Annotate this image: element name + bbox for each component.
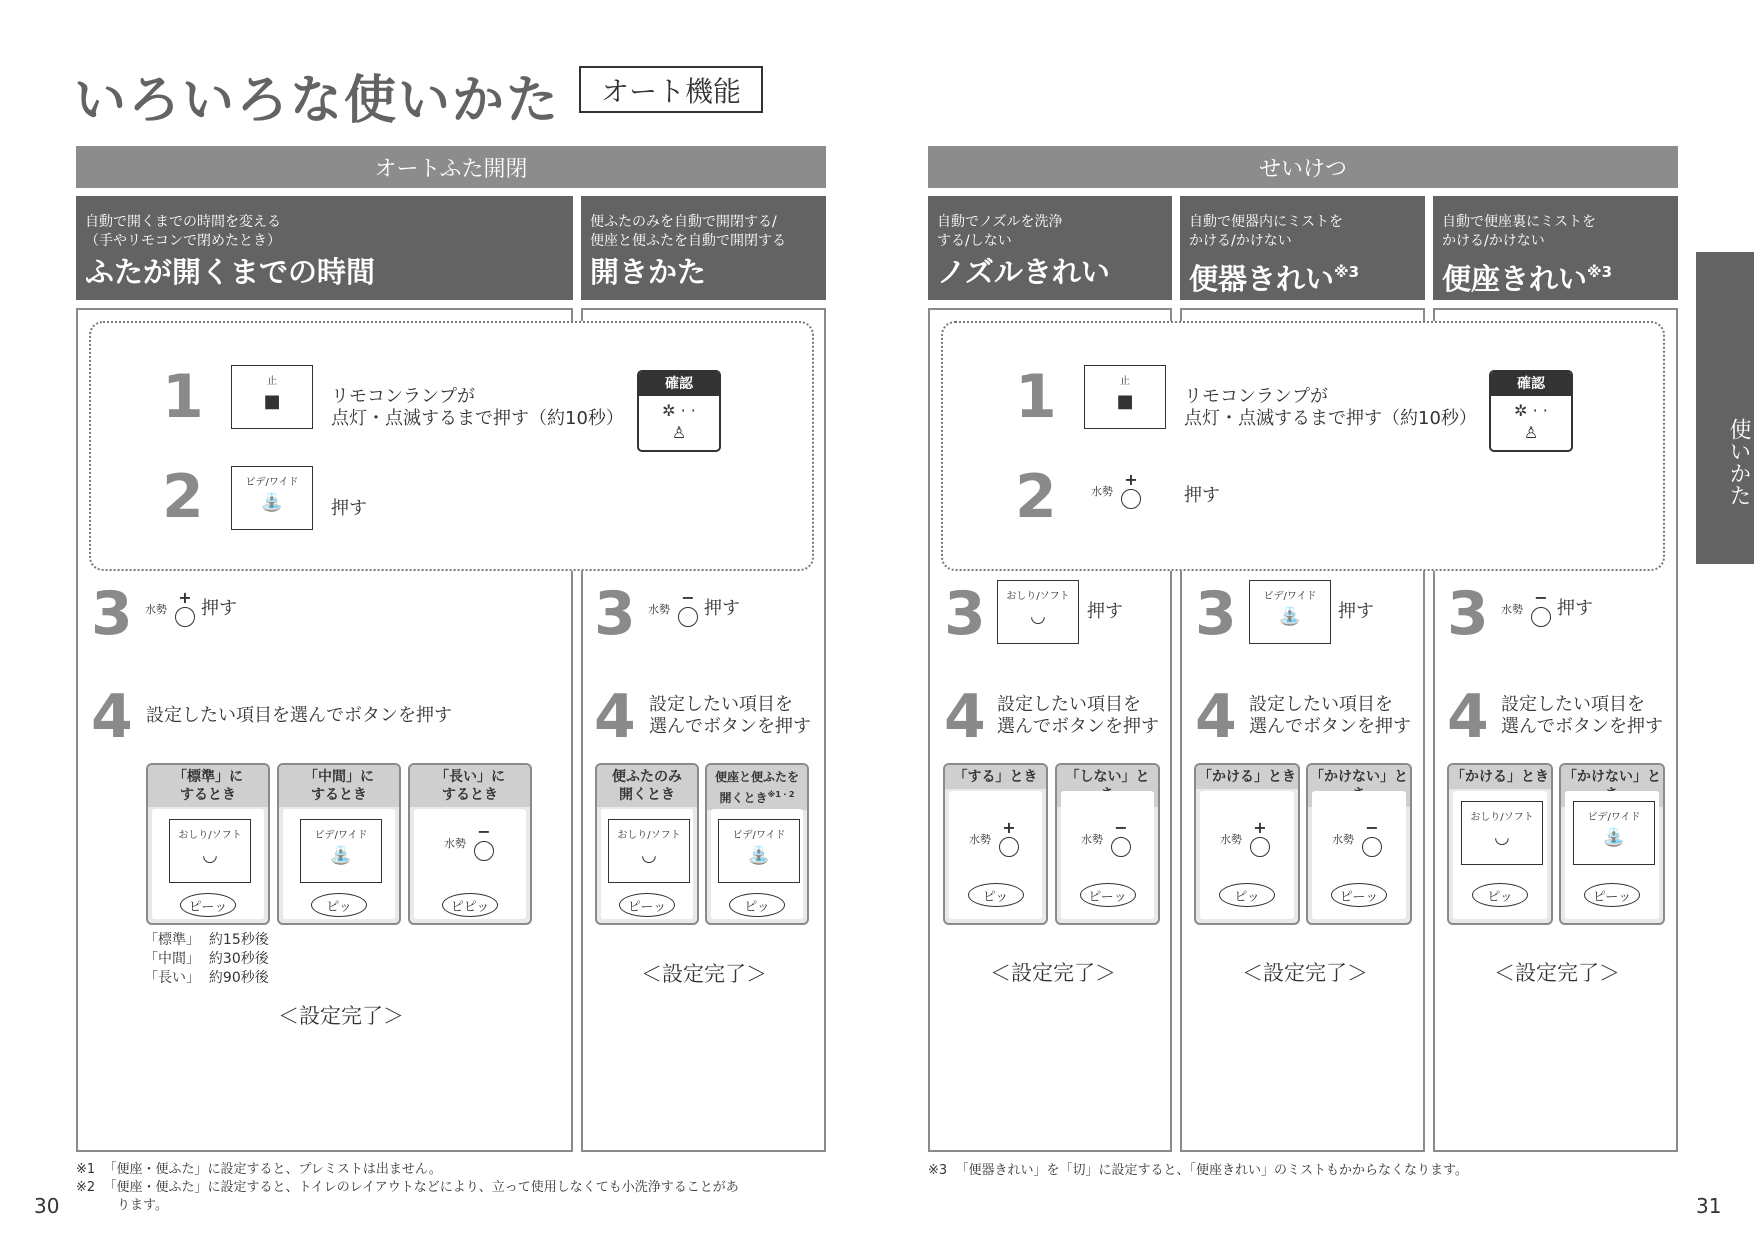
bidet-button[interactable] [1573, 801, 1655, 865]
option-head-line: 「標準」に [173, 769, 243, 785]
setting-complete: ＜設定完了＞ [1242, 961, 1368, 985]
circle-button-icon [678, 607, 698, 627]
minus-sign: − [477, 822, 491, 841]
step4-text [1249, 694, 1411, 738]
button-label: おしり/ソフト [1470, 812, 1534, 823]
circle-button-icon [1362, 837, 1382, 857]
minus-sign: − [681, 588, 695, 607]
feature-sub: 自動で便座裏にミストを [1442, 214, 1596, 230]
option-head-line: 開くとき [619, 787, 675, 803]
option-off[interactable] [1055, 763, 1160, 925]
button-label: ビデ/ワイド [1587, 812, 1641, 823]
feature-header-seat [1433, 196, 1678, 300]
bidet-button[interactable] [718, 819, 800, 883]
water-plus-control[interactable] [1091, 470, 1141, 509]
plus-sign: + [1253, 818, 1267, 837]
section-bar-auto-lid: オートふた開閉 [76, 146, 826, 188]
footnotes-left [76, 1161, 836, 1215]
stop-icon: ■ [263, 391, 281, 412]
minus-sign: − [1365, 818, 1379, 837]
water-label: 水勢 [1220, 833, 1242, 846]
circle-button-icon [1121, 489, 1141, 509]
step-number-2: 2 [1015, 462, 1057, 532]
page-number: 31 [1696, 1194, 1722, 1218]
step4-text [1501, 694, 1663, 738]
stop-button[interactable] [1084, 365, 1166, 429]
water-minus-control[interactable] [444, 822, 494, 861]
step4-line1: 設定したい項目を [1501, 694, 1645, 715]
circle-button-icon [999, 837, 1019, 857]
feature-sub: かける/かけない [1189, 233, 1292, 249]
option-head: 「かける」とき [1449, 765, 1551, 789]
bidet-icon: ⛲ [260, 492, 284, 513]
footnote [76, 1179, 836, 1197]
option-head [279, 765, 399, 807]
circle-button-icon [175, 607, 195, 627]
oshiri-icon: ◡ [1494, 827, 1510, 848]
oshiri-icon: ◡ [202, 845, 218, 866]
option-head: 「かけない」と [1308, 765, 1410, 807]
water-plus-control[interactable] [145, 588, 237, 627]
option-apply[interactable] [1447, 763, 1553, 925]
water-plus-control[interactable] [1220, 818, 1270, 857]
option-long[interactable] [408, 763, 532, 925]
button-label: おしり/ソフト [617, 830, 681, 841]
option-lid-only[interactable] [595, 763, 699, 925]
water-label: 水勢 [444, 837, 466, 850]
option-body [1565, 791, 1659, 919]
circle-button-icon [1531, 607, 1551, 627]
water-label: 水勢 [1332, 833, 1354, 846]
plus-sign: + [1002, 818, 1016, 837]
time-value: 約90秒後 [208, 970, 269, 986]
bidet-icon: ⛲ [747, 845, 771, 866]
beep-sound: ピーッ [1331, 883, 1387, 907]
option-standard[interactable] [146, 763, 270, 925]
button-label: おしり/ソフト [178, 830, 242, 841]
confirm-badge [637, 370, 721, 452]
beep-sound: ピピッ [442, 893, 498, 917]
minus-sign: − [1114, 818, 1128, 837]
water-label: 水勢 [648, 603, 670, 616]
time-label: 「長い」 [144, 970, 200, 986]
feature-sub: 自動で開くまでの時間を変える [85, 214, 281, 230]
setting-complete: ＜設定完了＞ [278, 1004, 404, 1028]
stop-icon: ■ [1116, 391, 1134, 412]
feature-name [1189, 253, 1417, 298]
common-steps-box [941, 321, 1665, 571]
page-title: いろいろな使いかた [74, 71, 561, 131]
circle-button-icon [474, 841, 494, 861]
step-number-3: 3 [91, 579, 133, 649]
oshiri-button[interactable] [1461, 801, 1543, 865]
feature-sub: 便座と便ふたを自動で開閉する [590, 233, 786, 249]
feature-header-open-style [581, 196, 826, 300]
option-head: 「する」とき [945, 765, 1046, 789]
option-body [1312, 791, 1406, 919]
footnote-text: 「便座・便ふた」に設定すると、トイレのレイアウトなどにより、立って使用しなくても小洗浄することがあ [103, 1180, 739, 1195]
bidet-icon: ⛲ [1278, 606, 1302, 627]
press-text: 押す [1557, 598, 1593, 619]
footnote-ref: ※3 [1334, 263, 1360, 281]
feature-header-open-time [76, 196, 573, 300]
option-head-line: 「中間」に [304, 769, 374, 785]
setting-complete: ＜設定完了＞ [641, 962, 767, 986]
stop-button[interactable] [231, 365, 313, 429]
option-head: 「かけない」と [1561, 765, 1663, 807]
bidet-button[interactable] [300, 819, 382, 883]
button-label: ビデ/ワイド [1263, 591, 1317, 602]
press-text: 押す [201, 598, 237, 619]
step-number-4: 4 [944, 682, 986, 752]
bidet-button[interactable] [231, 466, 313, 530]
step-number-3: 3 [1447, 579, 1489, 649]
side-index-tab[interactable]: 使いかた [1696, 252, 1754, 564]
beep-sound: ピッ [1219, 883, 1275, 907]
footnote-right [928, 1162, 1468, 1180]
footnote-text: ります。 [117, 1198, 168, 1213]
feature-name: ふたが開くまでの時間 [85, 255, 376, 289]
step-number-4: 4 [1195, 682, 1237, 752]
step-number-4: 4 [594, 682, 636, 752]
feature-sub: 自動でノズルを洗浄 [937, 214, 1063, 230]
feature-name: 開きかた [590, 255, 707, 289]
press-text: 押す [1087, 601, 1123, 622]
lamp-icon: ✲ · · ♙ [662, 401, 696, 442]
time-label: 「中間」 [144, 951, 200, 967]
time-label: 「標準」 [144, 932, 200, 948]
option-head-line: するとき [442, 787, 498, 803]
press-text: 押す [704, 598, 740, 619]
feature-sub: 便ふたのみを自動で開閉する/ [590, 214, 777, 230]
step4-line1: 設定したい項目を [649, 694, 793, 715]
beep-sound: ピーッ [1584, 883, 1640, 907]
step4-text: 設定したい項目を選んでボタンを押す [146, 705, 452, 726]
circle-button-icon [1250, 837, 1270, 857]
beep-sound: ピーッ [1080, 883, 1136, 907]
footnote-mark: ※3 [928, 1163, 948, 1178]
step1-line2: 点灯・点滅するまで押す（約10秒） [1184, 408, 1477, 429]
button-label: ビデ/ワイド [732, 830, 786, 841]
time-row [144, 931, 269, 950]
option-head-line: 便ふたのみ [612, 769, 682, 785]
step2-text: 押す [331, 498, 367, 519]
step4-line1: 設定したい項目を [997, 694, 1141, 715]
option-not-apply[interactable] [1306, 763, 1412, 925]
button-label: ビデ/ワイド [314, 830, 368, 841]
beep-sound: ピーッ [180, 893, 236, 917]
bidet-icon: ⛲ [329, 845, 353, 866]
beep-sound: ピッ [311, 893, 367, 917]
feature-name-text: ノズルきれい [937, 255, 1110, 289]
footnote-ref: ※3 [1587, 263, 1613, 281]
lamp-icon: ✲ · · ♙ [1514, 401, 1548, 442]
press-text: 押す [1338, 601, 1374, 622]
step-number-3: 3 [594, 579, 636, 649]
step-number-2: 2 [162, 462, 204, 532]
feature-name-text: 便器きれい [1189, 262, 1335, 296]
time-value: 約30秒後 [208, 951, 269, 967]
option-head: 「かける」とき [1196, 765, 1298, 789]
time-value: 約15秒後 [208, 932, 269, 948]
step4-text [997, 694, 1159, 738]
beep-sound: ピッ [1472, 883, 1528, 907]
feature-header-bowl [1180, 196, 1425, 300]
option-head [148, 765, 268, 807]
water-minus-control[interactable] [648, 588, 740, 627]
stop-label: 止 [1120, 376, 1130, 387]
minus-sign: − [1534, 588, 1548, 607]
footnote-mark: ※2 [76, 1180, 96, 1195]
step-number-1: 1 [162, 362, 204, 432]
step4-text [649, 694, 811, 738]
step1-text [1184, 386, 1477, 430]
step4-line2: 選んでボタンを押す [1501, 716, 1663, 737]
option-body [1061, 791, 1154, 919]
option-body [1200, 791, 1294, 919]
plus-sign: + [178, 588, 192, 607]
step2-text: 押す [1184, 485, 1220, 506]
water-minus-control[interactable] [1501, 588, 1593, 627]
water-minus-control[interactable] [1332, 818, 1382, 857]
option-head-line: 開くとき [719, 791, 768, 805]
oshiri-icon: ◡ [641, 845, 657, 866]
feature-name-text: 便座きれい [1442, 262, 1588, 296]
option-medium[interactable] [277, 763, 401, 925]
footnote-mark: ※1 [76, 1162, 96, 1177]
step4-line1: 設定したい項目を [1249, 694, 1393, 715]
option-body [1453, 791, 1547, 919]
bidet-icon: ⛲ [1602, 827, 1626, 848]
step-number-1: 1 [1015, 362, 1057, 432]
option-head-line: 「長い」に [435, 769, 505, 785]
step4-line2: 選んでボタンを押す [1249, 716, 1411, 737]
water-label: 水勢 [1501, 603, 1523, 616]
time-row [144, 950, 269, 969]
step4-line2: 選んでボタンを押す [649, 716, 811, 737]
common-steps-box [89, 321, 814, 571]
feature-sub: かける/かけない [1442, 233, 1545, 249]
oshiri-button[interactable] [608, 819, 690, 883]
time-list [144, 931, 269, 988]
page-number: 30 [34, 1194, 60, 1218]
footnote [76, 1161, 836, 1179]
step1-line2: 点灯・点滅するまで押す（約10秒） [331, 408, 624, 429]
option-not-apply[interactable] [1559, 763, 1665, 925]
confirm-badge [1489, 370, 1573, 452]
beep-sound: ピーッ [619, 893, 675, 917]
confirm-label: 確認 [1491, 372, 1571, 396]
title-tag: オート機能 [579, 66, 763, 113]
footnote-text: 「便座・便ふた」に設定すると、プレミストは出ません。 [103, 1162, 442, 1177]
water-plus-control[interactable] [969, 818, 1019, 857]
option-head [597, 765, 697, 807]
step-number-3: 3 [1195, 579, 1237, 649]
step4-line2: 選んでボタンを押す [997, 716, 1159, 737]
option-head-line: するとき [311, 787, 367, 803]
water-label: 水勢 [1091, 485, 1113, 498]
option-body [711, 809, 803, 919]
option-head [410, 765, 530, 807]
section-bar-hygiene: せいけつ [928, 146, 1678, 188]
plus-sign: + [1124, 470, 1138, 489]
option-body [283, 809, 395, 919]
option-body [414, 809, 526, 919]
oshiri-button[interactable] [169, 819, 251, 883]
option-body [949, 791, 1042, 919]
bidet-label: ビデ/ワイド [245, 477, 299, 488]
step-number-3: 3 [944, 579, 986, 649]
water-label: 水勢 [969, 833, 991, 846]
water-minus-control[interactable] [1081, 818, 1131, 857]
option-head: 「しない」と [1057, 765, 1158, 807]
step1-text [331, 386, 624, 430]
step-number-4: 4 [91, 682, 133, 752]
feature-sub: する/しない [937, 233, 1012, 249]
beep-sound: ピッ [729, 893, 785, 917]
feature-sub: 自動で便器内にミストを [1189, 214, 1343, 230]
option-head-line: 便座と便ふたを [714, 770, 799, 784]
setting-complete: ＜設定完了＞ [990, 961, 1116, 985]
option-head-line: するとき [180, 787, 236, 803]
button-label: おしり/ソフト [1006, 591, 1070, 602]
feature-sub: （手やリモコンで閉めたとき） [85, 233, 281, 249]
option-body [601, 809, 693, 919]
footnote-ref: ※1・2 [767, 790, 795, 799]
oshiri-icon: ◡ [1030, 606, 1046, 627]
feature-name [1442, 253, 1670, 298]
step1-line1: リモコンランプが [331, 386, 475, 407]
option-body [152, 809, 264, 919]
setting-complete: ＜設定完了＞ [1494, 961, 1620, 985]
step-number-4: 4 [1447, 682, 1489, 752]
step1-line1: リモコンランプが [1184, 386, 1328, 407]
option-apply[interactable] [1194, 763, 1300, 925]
bidet-button[interactable] [1249, 580, 1331, 644]
circle-button-icon [1111, 837, 1131, 857]
beep-sound: ピッ [968, 883, 1024, 907]
option-on[interactable] [943, 763, 1048, 925]
water-label: 水勢 [1081, 833, 1103, 846]
feature-header-nozzle [928, 196, 1172, 300]
time-row [144, 969, 269, 988]
water-label: 水勢 [145, 603, 167, 616]
feature-name [937, 253, 1164, 291]
option-seat-and-lid[interactable] [705, 763, 809, 925]
oshiri-button[interactable] [997, 580, 1079, 644]
footnote-text: 「便器きれい」を「切」に設定すると、「便座きれい」のミストもかからなくなります。 [955, 1163, 1468, 1178]
option-head [707, 765, 807, 810]
stop-label: 止 [267, 376, 277, 387]
confirm-label: 確認 [639, 372, 719, 396]
